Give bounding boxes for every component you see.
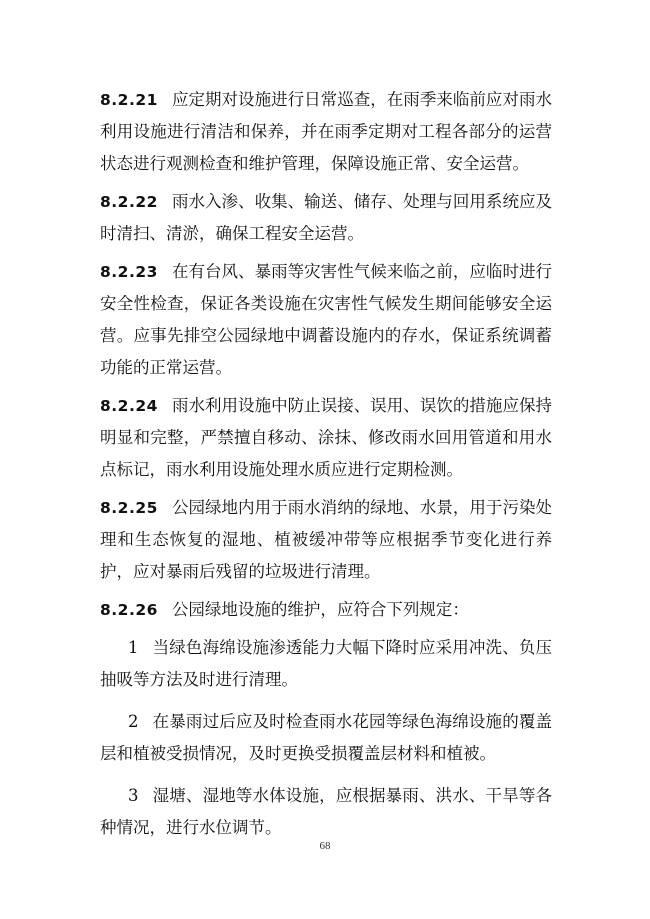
clause-number: 8.2.26 [100, 601, 158, 619]
clause-8-2-22 [100, 186, 552, 250]
page-content [100, 84, 552, 854]
clause-number: 8.2.22 [100, 193, 158, 211]
page-number: 68 [319, 840, 331, 852]
clause-text: 应定期对设施进行日常巡查，在雨季来临前应对雨水利用设施进行清洁和保养，并在雨季定期对工程各部分的运营状态进行观测检查和维护管理，保障设施正常、安全运营。 [100, 90, 552, 173]
item-number: 2 [128, 712, 139, 731]
list-item-1 [100, 632, 552, 696]
clause-text: 在有台风、暴雨等灾害性气候来临之前，应临时进行安全性检查，保证各类设施在灾害性气候发生期间能够安全运营。应事先排空公园绿地中调蓄设施内的存水，保证系统调蓄功能的正常运营。 [100, 262, 552, 377]
clause-text: 公园绿地内用于雨水消纳的绿地、水景，用于污染处理和生态恢复的湿地、植被缓冲带等应根据季节变化进行养护，应对暴雨后残留的垃圾进行清理。 [100, 498, 552, 581]
item-text: 湿塘、湿地等水体设施，应根据暴雨、洪水、干旱等各种情况，进行水位调节。 [100, 786, 552, 837]
clause-number: 8.2.21 [100, 91, 158, 109]
item-text: 在暴雨过后应及时检查雨水花园等绿色海绵设施的覆盖层和植被受损情况，及时更换受损覆盖层材料和植被。 [100, 712, 552, 763]
item-number: 3 [128, 786, 139, 805]
item-number: 1 [128, 638, 139, 657]
clause-8-2-21 [100, 84, 552, 180]
clause-8-2-26 [100, 594, 552, 626]
list-item-3 [100, 780, 552, 844]
clause-8-2-24 [100, 390, 552, 486]
clause-text: 雨水入渗、收集、输送、储存、处理与回用系统应及时清扫、清淤，确保工程安全运营。 [100, 192, 552, 243]
item-text: 当绿色海绵设施渗透能力大幅下降时应采用冲洗、负压抽吸等方法及时进行清理。 [100, 638, 552, 689]
clause-8-2-25 [100, 492, 552, 588]
clause-8-2-23 [100, 256, 552, 384]
clause-text: 雨水利用设施中防止误接、误用、误饮的措施应保持明显和完整，严禁擅自移动、涂抹、修改雨水回用管道和用水点标记，雨水利用设施处理水质应进行定期检测。 [100, 396, 552, 479]
clause-number: 8.2.24 [100, 397, 158, 415]
clause-text: 公园绿地设施的维护，应符合下列规定： [171, 600, 469, 619]
clause-number: 8.2.23 [100, 263, 158, 281]
list-item-2 [100, 706, 552, 770]
clause-number: 8.2.25 [100, 499, 158, 517]
